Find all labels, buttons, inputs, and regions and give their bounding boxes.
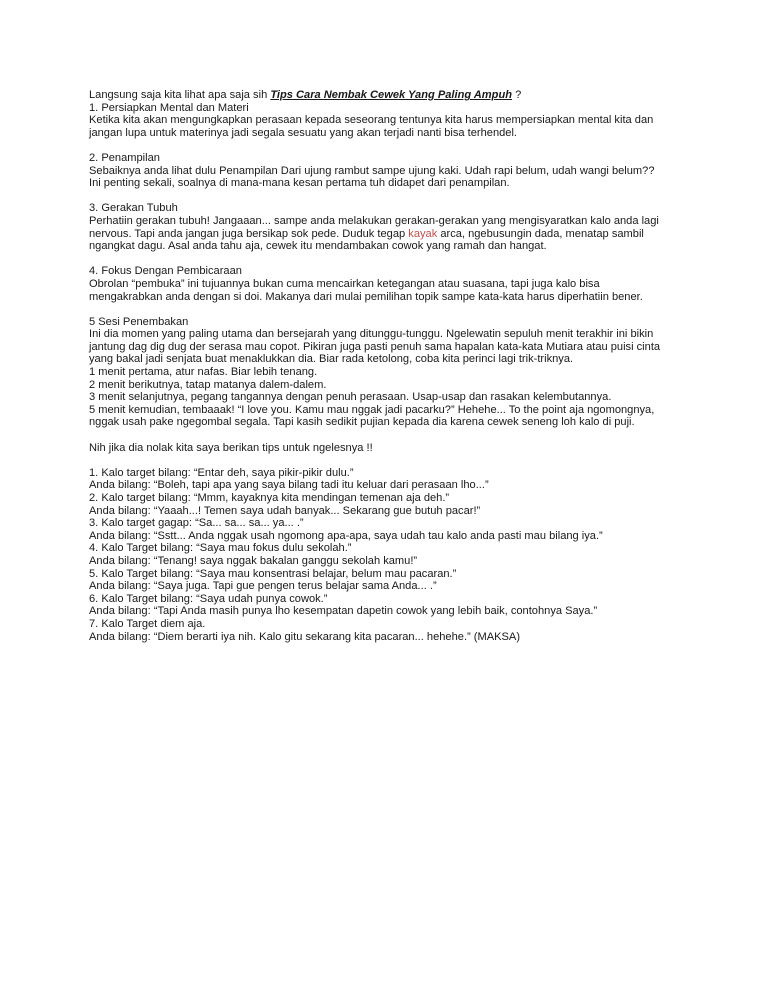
- dialogue-reply-line: Anda bilang: “Boleh, tapi apa yang saya bilang tadi itu keluar dari perasaan lho...”: [89, 479, 489, 492]
- section-1-text: jangan lupa untuk materinya jadi segala sesuatu yang akan terjadi nanti bisa terhendel.: [89, 126, 518, 139]
- section-4-heading: 4. Fokus Dengan Pembicaraan: [89, 265, 242, 278]
- paragraph-gap: [89, 303, 689, 316]
- dialogue-reply-line: Anda bilang: “Sstt... Anda nggak usah ngomong apa-apa, saya udah tau kalo anda pasti mau bilang iya.”: [89, 529, 603, 542]
- section-3-text-before: nervous. Tapi anda jangan juga bersikap sok pede. Duduk tegap: [89, 227, 409, 240]
- section-3-text-after: arca, ngebusungin dada, menatap sambil: [437, 227, 644, 240]
- paragraph-gap: [89, 190, 689, 203]
- dialogue-target-line: 5. Kalo Target bilang: “Saya mau konsentrasi belajar, belum mau pacaran.”: [89, 567, 457, 580]
- section-5-text: Ini dia momen yang paling utama dan bersejarah yang ditunggu-tunggu. Ngelewatin sepuluh menit terakhir ini bikin: [89, 328, 654, 341]
- section-4-text: Obrolan “pembuka” ini tujuannya bukan cuma mencairkan ketegangan atau suasana, tapi juga kalo bisa: [89, 277, 600, 290]
- section-5-step: 5 menit kemudian, tembaaak! “I love you. Kamu mau nggak jadi pacarku?” Hehehe... To the point aja ngomongnya,: [89, 403, 655, 416]
- paragraph-gap: [89, 429, 689, 442]
- section-1-heading: 1. Persiapkan Mental dan Materi: [89, 101, 249, 114]
- dialogue-target-line: 3. Kalo target gagap: “Sa... sa... sa... ya... .”: [89, 517, 304, 530]
- section-1-text: Ketika kita akan mengungkapkan perasaan kepada seseorang tentunya kita harus mempersiapkan mental kita dan: [89, 114, 654, 127]
- dialogue-target-line: 2. Kalo target bilang: “Mmm, kayaknya kita mendingan temenan aja deh.”: [89, 492, 450, 504]
- section-5-heading: 5 Sesi Penembakan: [89, 315, 189, 328]
- reject-intro: Nih jika dia nolak kita saya berikan tips untuk ngelesnya !!: [89, 441, 373, 454]
- section-3-text: ngangkat dagu. Asal anda tahu aja, cewek itu mendambakan cowok yang ramah dan hangat.: [89, 240, 547, 253]
- section-2-text: Ini penting sekali, soalnya di mana-mana kesan pertama tuh didapet dari penampilan.: [89, 177, 510, 190]
- section-4-text: mengakrabkan anda dengan si doi. Makanya dari mulai pemilihan topik sampe kata-kata harus diperhatiin bener.: [89, 290, 643, 303]
- section-5-step: 3 menit selanjutnya, pegang tangannya dengan penuh perasaan. Usap-usap dan rasakan kelembutannya.: [89, 391, 612, 404]
- dialogue-target-line: 6. Kalo Target bilang: “Saya udah punya cowok.”: [89, 592, 328, 605]
- section-3-text: [89, 228, 689, 241]
- kayak-link[interactable]: kayak: [408, 227, 438, 240]
- intro-line: [89, 89, 689, 102]
- dialogue-reply-line: Anda bilang: “Yaaah...! Temen saya udah banyak... Sekarang gue butuh pacar!”: [89, 504, 481, 517]
- dialogue-reply-line: Anda bilang: “Diem berarti iya nih. Kalo gitu sekarang kita pacaran... hehehe.” (MAKSA): [89, 630, 521, 643]
- section-5-text: jantung dag dig dug der serasa mau copot. Pikiran juga pasti penuh sama hapalan kata-kata Mutiara atau puisi cinta: [89, 340, 661, 353]
- section-5-text: yang bakal jadi senjata buat menaklukkan dia. Biar rada ketolong, coba kita perinci lagi trik-triknya.: [89, 353, 574, 366]
- dialogue-target-line: 7. Kalo Target diem aja.: [89, 617, 206, 630]
- section-2-text: Sebaiknya anda lihat dulu Penampilan Dari ujung rambut sampe ujung kaki. Udah rapi belum, udah wangi belum??: [89, 164, 655, 177]
- paragraph-gap: [89, 253, 689, 266]
- dialogue-reply-line: Anda bilang: “Tenang! saya nggak bakalan ganggu sekolah kamu!”: [89, 554, 418, 567]
- section-5-text: nggak usah pake ngegombal segala. Tapi kasih sedikit pujian kepada dia karena cewek seneng loh kalo di puji.: [89, 416, 635, 429]
- dialogue-target-line: 4. Kalo Target bilang: “Saya mau fokus dulu sekolah.”: [89, 542, 352, 555]
- intro-prefix: Langsung saja kita lihat apa saja sih: [89, 89, 271, 101]
- article-title: Tips Cara Nembak Cewek Yang Paling Ampuh: [270, 89, 512, 101]
- paragraph-gap: [89, 454, 689, 467]
- document-body: [89, 89, 689, 643]
- dialogue-reply-line: Anda bilang: “Saya juga. Tapi gue pengen terus belajar sama Anda... .”: [89, 580, 437, 593]
- section-2-heading: 2. Penampilan: [89, 151, 160, 164]
- dialogue-reply-line: Anda bilang: “Tapi Anda masih punya lho kesempatan dapetin cowok yang lebih baik, contohnya Saya.”: [89, 605, 598, 618]
- dialogue-target-line: 1. Kalo target bilang: “Entar deh, saya pikir-pikir dulu.”: [89, 466, 354, 479]
- intro-suffix: ?: [512, 89, 522, 101]
- section-3-text: Perhatiin gerakan tubuh! Jangaaan... sampe anda melakukan gerakan-gerakan yang mengisyaratkan kalo anda lagi: [89, 214, 659, 227]
- section-3-heading: 3. Gerakan Tubuh: [89, 202, 178, 215]
- section-5-step: 2 menit berikutnya, tatap matanya dalem-dalem.: [89, 378, 327, 391]
- paragraph-gap: [89, 139, 689, 152]
- section-5-step: 1 menit pertama, atur nafas. Biar lebih tenang.: [89, 366, 318, 379]
